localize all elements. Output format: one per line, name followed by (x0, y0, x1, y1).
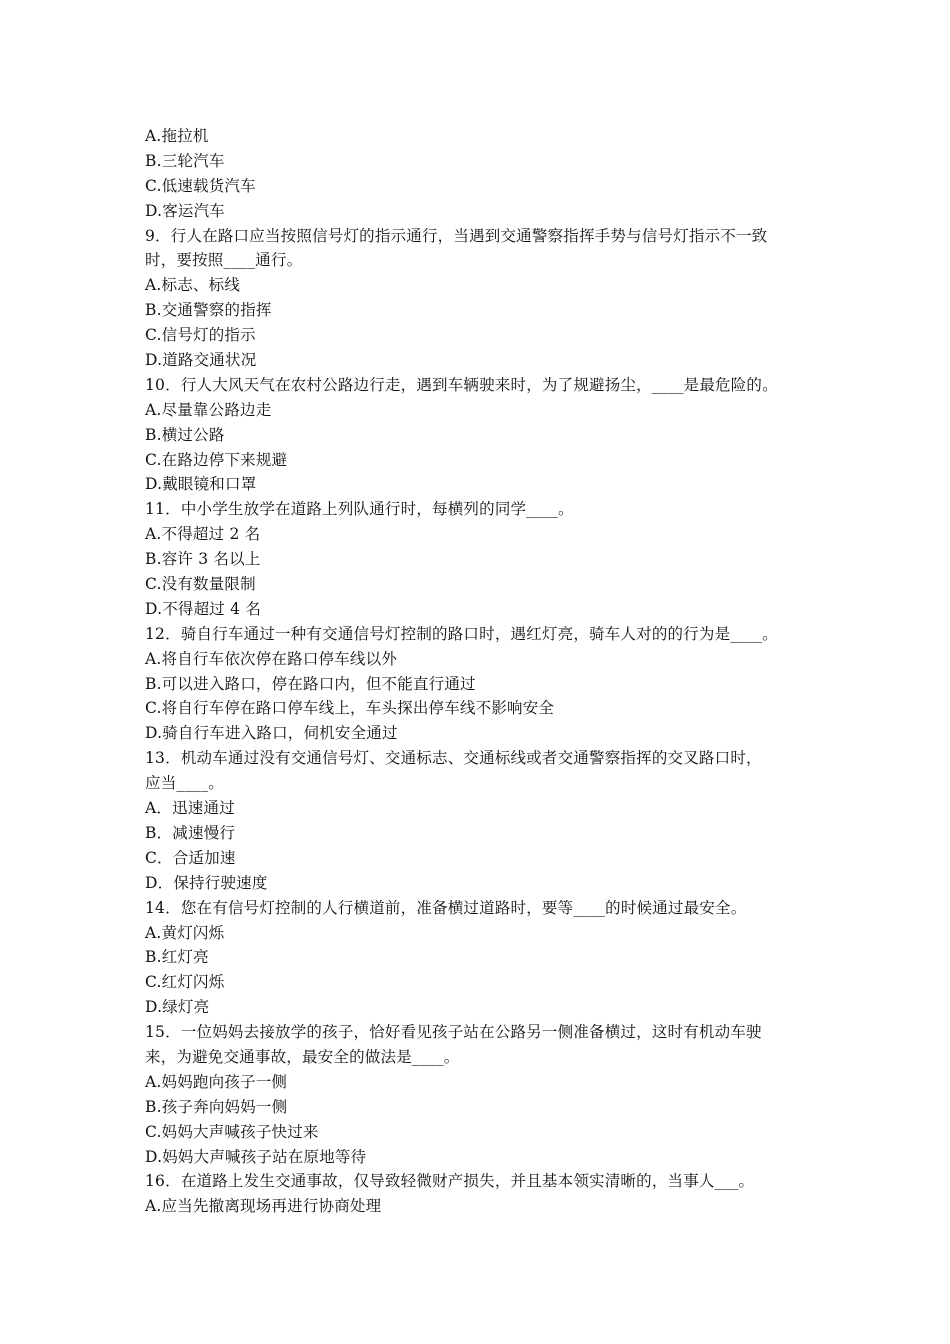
option-line: C．合适加速 (145, 848, 236, 867)
question-9-line-1: 9．行人在路口应当按照信号灯的指示通行，当遇到交通警察指挥手势与信号灯指示不一致 (145, 226, 768, 245)
question-9-line-2: 时，要按照____通行。 (145, 251, 303, 270)
question-11: 11．中小学生放学在道路上列队通行时，每横列的同学____。 (145, 500, 574, 519)
option-line: C.妈妈大声喊孩子快过来 (145, 1122, 319, 1141)
option-line: A.标志、标线 (145, 276, 241, 295)
question-13-line-1: 13．机动车通过没有交通信号灯、交通标志、交通标线或者交通警察指挥的交叉路口时， (145, 749, 762, 768)
option-line: C.信号灯的指示 (145, 326, 256, 345)
option-line: A.将自行车依次停在路口停车线以外 (145, 649, 398, 668)
option-line: D.不得超过 4 名 (145, 599, 262, 618)
question-13-line-2: 应当____。 (145, 774, 224, 793)
option-line: B.容许 3 名以上 (145, 550, 261, 569)
option-line: A.拖拉机 (145, 127, 209, 145)
option-line: B.交通警察的指挥 (145, 301, 272, 320)
option-line: C.没有数量限制 (145, 575, 256, 594)
option-line: C.将自行车停在路口停车线上，车头探出停车线不影响安全 (145, 699, 555, 718)
option-line: A.应当先撤离现场再进行协商处理 (145, 1197, 382, 1216)
option-line: C.在路边停下来规避 (145, 450, 288, 469)
option-line: B.可以进入路口，停在路口内，但不能直行通过 (145, 674, 476, 693)
option-line: D.道路交通状况 (145, 351, 257, 370)
option-line: A.妈妈跑向孩子一侧 (145, 1072, 288, 1091)
option-line: A.黄灯闪烁 (145, 923, 225, 942)
option-line: D.绿灯亮 (145, 998, 210, 1017)
option-line: A.不得超过 2 名 (145, 525, 261, 544)
option-line: D.骑自行车进入路口，伺机安全通过 (145, 724, 398, 743)
option-line: D.戴眼镜和口罩 (145, 475, 257, 494)
question-15-line-2: 来，为避免交通事故，最安全的做法是____。 (145, 1047, 460, 1066)
document-page (145, 124, 820, 1219)
question-10: 10．行人大风天气在农村公路边行走，遇到车辆驶来时，为了规避扬尘，____是最危险的。 (145, 375, 778, 394)
question-14: 14．您在有信号灯控制的人行横道前，准备横过道路时，要等____的时候通过最安全。 (145, 898, 747, 917)
option-line: A.尽量靠公路边走 (145, 400, 272, 419)
option-line: B．减速慢行 (145, 823, 236, 842)
option-line: B.三轮汽车 (145, 151, 225, 170)
option-line: D.客运汽车 (145, 201, 226, 220)
option-line: A．迅速通过 (145, 799, 235, 818)
option-line: C.低速载货汽车 (145, 176, 256, 195)
option-line: B.孩子奔向妈妈一侧 (145, 1097, 288, 1116)
question-12: 12．骑自行车通过一种有交通信号灯控制的路口时，遇红灯亮，骑车人对的的行为是____。 (145, 624, 778, 643)
option-line: B.红灯亮 (145, 948, 209, 967)
option-line: B.横过公路 (145, 425, 225, 444)
option-line: D.妈妈大声喊孩子站在原地等待 (145, 1147, 367, 1166)
option-line: D．保持行驶速度 (145, 873, 268, 892)
question-16: 16．在道路上发生交通事故，仅导致轻微财产损失，并且基本领实清晰的，当事人___。 (145, 1172, 755, 1191)
option-line: C.红灯闪烁 (145, 973, 225, 992)
question-15-line-1: 15．一位妈妈去接放学的孩子，恰好看见孩子站在公路另一侧准备横过，这时有机动车驶 (145, 1023, 762, 1042)
